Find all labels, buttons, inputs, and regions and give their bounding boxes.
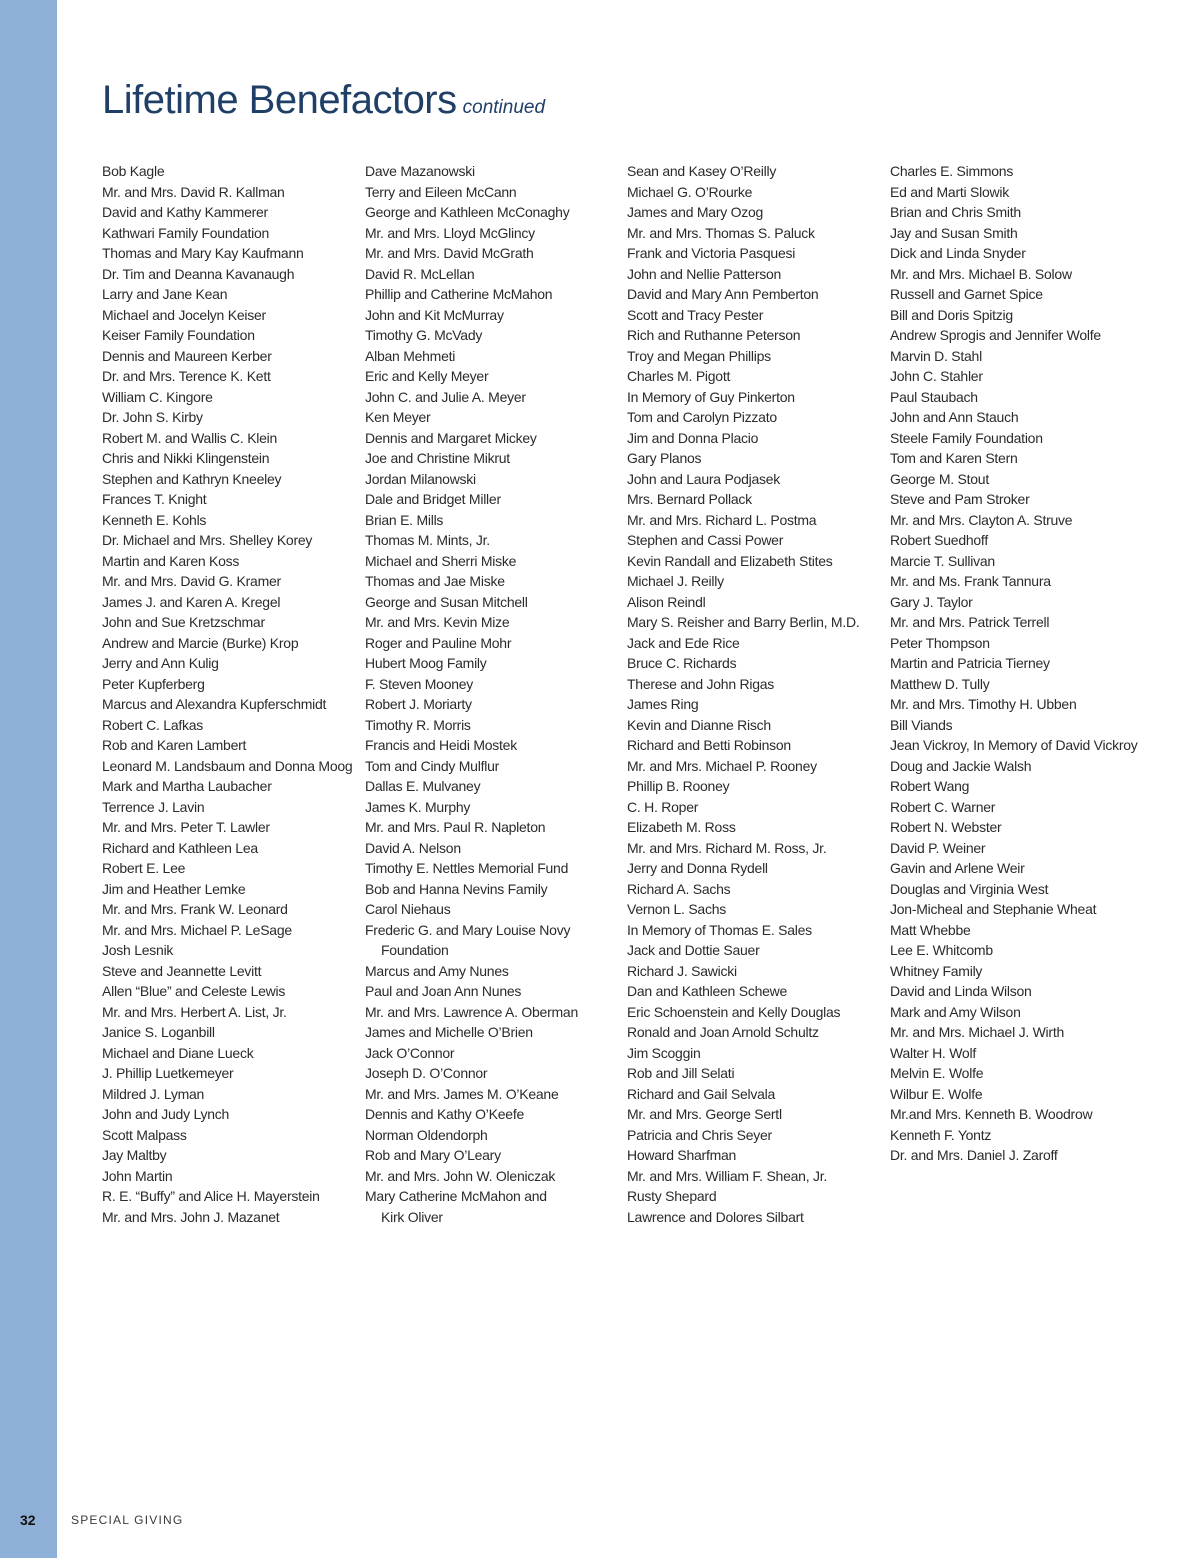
donor-name: Jean Vickroy, In Memory of David Vickroy [890, 737, 1138, 753]
donor-name: Michael and Sherri Miske [365, 552, 517, 569]
donor-name: Doug and Jackie Walsh [890, 757, 1032, 774]
donor-name: Rob and Karen Lambert [102, 737, 247, 753]
donor-name: Mr. and Mrs. Michael P. Rooney [627, 757, 817, 774]
donor-name: George M. Stout [890, 470, 989, 487]
donor-name: Marcus and Alexandra Kupferschmidt [102, 696, 327, 712]
donor-name: David and Mary Ann Pemberton [627, 286, 819, 302]
donor-name: Elizabeth M. Ross [627, 819, 736, 835]
donor-name: Jon-Micheal and Stephanie Wheat [890, 901, 1097, 917]
donor-name-line: Mary Catherine McMahon and [365, 1188, 547, 1204]
donor-name: Mr. and Mrs. Herbert A. List, Jr. [102, 1003, 287, 1020]
donor-name: Mr. and Mrs. George Sertl [627, 1106, 782, 1122]
donor-name: Mr. and Mrs. Kevin Mize [365, 614, 510, 630]
donor-name: Mary S. Reisher and Barry Berlin, M.D. [627, 614, 860, 630]
donor-name: Joseph D. O’Connor [365, 1065, 488, 1081]
donor-name: Jim and Donna Placio [627, 429, 759, 446]
donor-name: Eric Schoenstein and Kelly Douglas [627, 1003, 841, 1020]
donor-name: Therese and John Rigas [627, 675, 775, 692]
donor-name: Eric and Kelly Meyer [365, 368, 489, 384]
donor-name: Tom and Cindy Mulflur [365, 757, 500, 774]
donor-name: Kevin Randall and Elizabeth Stites [627, 552, 833, 569]
donor-name: Rusty Shepard [627, 1188, 717, 1204]
donor-name: Steele Family Foundation [890, 429, 1043, 446]
donor-name: Scott Malpass [102, 1126, 187, 1143]
donor-name: Bill and Doris Spitzig [890, 306, 1013, 323]
donor-name: Jack O’Connor [365, 1044, 455, 1061]
donor-name: Stephen and Kathryn Kneeley [102, 470, 282, 487]
donor-name: Marvin D. Stahl [890, 347, 982, 364]
donor-name: Mr. and Mrs. John J. Mazanet [102, 1208, 280, 1225]
donor-name: Robert C. Lafkas [102, 716, 204, 733]
donor-name: Mr. and Mrs. Lawrence A. Oberman [365, 1003, 578, 1020]
donor-name: Jerry and Ann Kulig [102, 655, 219, 671]
donor-name: Kenneth E. Kohls [102, 511, 207, 528]
donor-name: James K. Murphy [365, 798, 471, 815]
donor-name: Marcie T. Sullivan [890, 552, 995, 569]
donor-name: Ed and Marti Slowik [890, 183, 1009, 200]
donor-name: Mr. and Mrs. Timothy H. Ubben [890, 696, 1077, 712]
donor-name: Dennis and Maureen Kerber [102, 347, 272, 364]
donor-name-continuation: Kirk Oliver [381, 1208, 443, 1225]
donor-name: David and Kathy Kammerer [102, 204, 268, 220]
donor-name: Mr. and Mrs. William F. Shean, Jr. [627, 1167, 827, 1184]
donor-name-line: Frederic G. and Mary Louise Novy [365, 921, 571, 938]
donor-name: Robert J. Moriarty [365, 696, 472, 712]
donor-name: F. Steven Mooney [365, 675, 474, 692]
donor-name: Michael J. Reilly [627, 573, 724, 589]
donor-name: John and Laura Podjasek [627, 470, 781, 487]
page-title-suffix: continued [462, 97, 546, 118]
donor-name: Mr. and Mrs. Thomas S. Paluck [627, 224, 815, 241]
section-label: SPECIAL GIVING [71, 1513, 184, 1527]
donor-name: John C. and Julie A. Meyer [365, 388, 526, 405]
donor-name: Frank and Victoria Pasquesi [627, 245, 796, 261]
donor-name: Mr. and Mrs. Michael J. Wirth [890, 1024, 1065, 1040]
donor-name: Norman Oldendorph [365, 1126, 488, 1143]
donor-name: Wilbur E. Wolfe [890, 1085, 983, 1102]
page-number: 32 [20, 1512, 36, 1528]
donor-name: Peter Kupferberg [102, 675, 205, 692]
donor-name: Frances T. Knight [102, 491, 207, 507]
donor-name: George and Kathleen McConaghy [365, 204, 570, 220]
donor-name: David P. Weiner [890, 839, 986, 856]
donor-name: Richard and Gail Selvala [627, 1085, 776, 1102]
donor-name: Mark and Martha Laubacher [102, 778, 272, 794]
donor-name [365, 1186, 615, 1227]
donor-name: Robert Suedhoff [890, 532, 988, 548]
donor-name: Josh Lesnik [102, 942, 174, 958]
donor-name: Michael and Diane Lueck [102, 1044, 254, 1061]
donor-name: Lawrence and Dolores Silbart [627, 1208, 804, 1225]
donor-name: Robert E. Lee [102, 860, 186, 876]
page-title [102, 78, 545, 123]
donor-name: Jack and Ede Rice [627, 634, 740, 651]
donor-name: Gary Planos [627, 450, 702, 466]
donor-name: Thomas and Jae Miske [365, 573, 505, 589]
donor-name: Scott and Tracy Pester [627, 306, 764, 323]
donor-name: Mr. and Mrs. John W. Oleniczak [365, 1167, 556, 1184]
donor-name: Dr. and Mrs. Terence K. Kett [102, 368, 271, 384]
donor-name: Larry and Jane Kean [102, 286, 228, 302]
donor-name: Timothy R. Morris [365, 716, 471, 733]
donor-name: John and Judy Lynch [102, 1106, 230, 1122]
donor-name: Jordan Milanowski [365, 470, 476, 487]
page-title-text: Lifetime Benefactors [102, 78, 457, 122]
donor-name: Andrew and Marcie (Burke) Krop [102, 634, 299, 651]
donor-name: John and Sue Kretzschmar [102, 614, 265, 630]
donor-name: William C. Kingore [102, 388, 213, 405]
donor-name: Jack and Dottie Sauer [627, 942, 760, 958]
donor-name: Matt Whebbe [890, 921, 971, 938]
donor-name: Terry and Eileen McCann [365, 183, 517, 200]
donor-name: Dennis and Kathy O’Keefe [365, 1106, 524, 1122]
donor-name: John and Nellie Patterson [627, 265, 782, 282]
donor-name: Martin and Karen Koss [102, 552, 240, 569]
donor-name: Roger and Pauline Mohr [365, 634, 512, 651]
donor-name: Thomas and Mary Kay Kaufmann [102, 245, 304, 261]
donor-name: Bruce C. Richards [627, 655, 737, 671]
donor-name: Sean and Kasey O’Reilly [627, 163, 777, 179]
donor-name: John Martin [102, 1167, 173, 1184]
donor-name: Thomas M. Mints, Jr. [365, 532, 490, 548]
donor-name: Matthew D. Tully [890, 675, 990, 692]
donor-name: Mildred J. Lyman [102, 1085, 205, 1102]
donor-name: Mr. and Mrs. Patrick Terrell [890, 614, 1050, 630]
donor-name: Stephen and Cassi Power [627, 532, 784, 548]
donor-name: Mr. and Mrs. Clayton A. Struve [890, 511, 1073, 528]
donor-name: Dr. John S. Kirby [102, 409, 203, 425]
donor-name: Robert C. Warner [890, 798, 996, 815]
donor-name: Chris and Nikki Klingenstein [102, 450, 270, 466]
donor-column-3 [627, 161, 877, 1227]
donor-name: Robert N. Webster [890, 819, 1002, 835]
donor-name: Mrs. Bernard Pollack [627, 491, 752, 507]
donor-name: Dr. and Mrs. Daniel J. Zaroff [890, 1147, 1058, 1163]
donor-name: Patricia and Chris Seyer [627, 1126, 772, 1143]
donor-name: Terrence J. Lavin [102, 798, 205, 815]
donor-name: Mr. and Mrs. Richard M. Ross, Jr. [627, 839, 827, 856]
donor-name: Mr. and Mrs. David McGrath [365, 245, 534, 261]
donor-name: David and Linda Wilson [890, 983, 1032, 999]
donor-name: Hubert Moog Family [365, 655, 487, 671]
donor-name: Alban Mehmeti [365, 347, 456, 364]
donor-name: Douglas and Virginia West [890, 880, 1049, 897]
donor-name: Janice S. Loganbill [102, 1024, 215, 1040]
donor-name [365, 920, 615, 961]
donor-name: David A. Nelson [365, 839, 461, 856]
donor-name: Jim Scoggin [627, 1044, 701, 1061]
donor-name-continuation: Foundation [381, 942, 449, 958]
donor-name: Mr. and Mrs. Michael B. Solow [890, 265, 1072, 282]
donor-name: Mr. and Mrs. Richard L. Postma [627, 511, 817, 528]
donor-column-2 [365, 161, 615, 1227]
donor-name: Jerry and Donna Rydell [627, 860, 768, 876]
donor-name: Richard and Kathleen Lea [102, 839, 258, 856]
donor-name: Walter H. Wolf [890, 1044, 976, 1061]
donor-name: Jay and Susan Smith [890, 224, 1018, 241]
donor-name: Howard Sharfman [627, 1147, 737, 1163]
donor-name: Dr. Michael and Mrs. Shelley Korey [102, 532, 313, 548]
donor-name: James Ring [627, 696, 699, 712]
donor-name: Mr. and Ms. Frank Tannura [890, 573, 1051, 589]
donor-name: Robert M. and Wallis C. Klein [102, 429, 278, 446]
donor-name: Dick and Linda Snyder [890, 245, 1026, 261]
donor-name: Kevin and Dianne Risch [627, 716, 771, 733]
donor-name: Steve and Jeannette Levitt [102, 962, 262, 979]
donor-name: R. E. “Buffy” and Alice H. Mayerstein [102, 1188, 320, 1204]
donor-name: Whitney Family [890, 962, 983, 979]
donor-name: In Memory of Thomas E. Sales [627, 921, 812, 938]
donor-name: Timothy E. Nettles Memorial Fund [365, 860, 569, 876]
donor-name: Mr. and Mrs. David G. Kramer [102, 573, 281, 589]
donor-name: James J. and Karen A. Kregel [102, 593, 281, 610]
donor-name: John and Kit McMurray [365, 306, 504, 323]
side-color-band [0, 0, 57, 1558]
donor-name: John C. Stahler [890, 368, 983, 384]
donor-name: Vernon L. Sachs [627, 901, 726, 917]
donor-name: James and Michelle O’Brien [365, 1024, 533, 1040]
donor-name: Charles E. Simmons [890, 163, 1014, 179]
donor-name: Dallas E. Mulvaney [365, 778, 481, 794]
donor-name: Jay Maltby [102, 1147, 167, 1163]
donor-name: Kenneth F. Yontz [890, 1126, 992, 1143]
donor-name: Gavin and Arlene Weir [890, 860, 1025, 876]
donor-name: Ronald and Joan Arnold Schultz [627, 1024, 819, 1040]
donor-name: Francis and Heidi Mostek [365, 737, 517, 753]
donor-name: Leonard M. Landsbaum and Donna Moog [102, 757, 353, 774]
donor-name: Dan and Kathleen Schewe [627, 983, 788, 999]
donor-name: Russell and Garnet Spice [890, 286, 1043, 302]
donor-name: Keiser Family Foundation [102, 327, 255, 343]
donor-name: Charles M. Pigott [627, 368, 731, 384]
donor-name: Alison Reindl [627, 593, 706, 610]
donor-name: Mr. and Mrs. Lloyd McGlincy [365, 224, 535, 241]
donor-name: Lee E. Whitcomb [890, 942, 993, 958]
donor-name: Mr.and Mrs. Kenneth B. Woodrow [890, 1106, 1093, 1122]
donor-name: Michael and Jocelyn Keiser [102, 306, 266, 323]
donor-name: Michael G. O’Rourke [627, 183, 753, 200]
donor-name: Mr. and Mrs. Paul R. Napleton [365, 819, 546, 835]
donor-name: Troy and Megan Phillips [627, 347, 771, 364]
donor-name: Peter Thompson [890, 634, 990, 651]
donor-name: Paul Staubach [890, 388, 978, 405]
donor-name: John and Ann Stauch [890, 409, 1019, 425]
donor-name: Allen “Blue” and Celeste Lewis [102, 983, 286, 999]
donor-name: Gary J. Taylor [890, 593, 973, 610]
donor-name: C. H. Roper [627, 798, 699, 815]
donor-name: Steve and Pam Stroker [890, 491, 1030, 507]
donor-name: Ken Meyer [365, 409, 431, 425]
donor-name: Phillip B. Rooney [627, 778, 730, 794]
donor-name: Rob and Jill Selati [627, 1065, 735, 1081]
donor-name: Richard A. Sachs [627, 880, 731, 897]
donor-name: Dr. Tim and Deanna Kavanaugh [102, 265, 295, 282]
donor-name: Bill Viands [890, 716, 953, 733]
donor-name: James and Mary Ozog [627, 204, 764, 220]
donor-name: Martin and Patricia Tierney [890, 655, 1050, 671]
donor-name: J. Phillip Luetkemeyer [102, 1065, 234, 1081]
donor-name: Dennis and Margaret Mickey [365, 429, 537, 446]
donor-name: Jim and Heather Lemke [102, 880, 246, 897]
donor-name: Robert Wang [890, 778, 970, 794]
donor-name: Rob and Mary O’Leary [365, 1147, 501, 1163]
donor-name: In Memory of Guy Pinkerton [627, 388, 795, 405]
donor-name: Richard and Betti Robinson [627, 737, 791, 753]
donor-name: Mr. and Mrs. Michael P. LeSage [102, 921, 292, 938]
donor-name: Carol Niehaus [365, 901, 451, 917]
donor-name: Rich and Ruthanne Peterson [627, 327, 801, 343]
donor-name: David R. McLellan [365, 265, 475, 282]
donor-name: Tom and Carolyn Pizzato [627, 409, 777, 425]
donor-name: Brian and Chris Smith [890, 204, 1021, 220]
donor-name: George and Susan Mitchell [365, 593, 528, 610]
donor-name: Mark and Amy Wilson [890, 1003, 1021, 1020]
donor-name: Richard J. Sawicki [627, 962, 737, 979]
donor-name: Mr. and Mrs. David R. Kallman [102, 183, 285, 200]
donor-name: Bob Kagle [102, 163, 165, 179]
donor-name: Tom and Karen Stern [890, 450, 1018, 466]
donor-name: Marcus and Amy Nunes [365, 962, 509, 979]
donor-name: Dave Mazanowski [365, 163, 475, 179]
donor-name: Brian E. Mills [365, 511, 444, 528]
donor-name: Joe and Christine Mikrut [365, 450, 510, 466]
donor-column-4 [890, 161, 1190, 1166]
donor-name: Paul and Joan Ann Nunes [365, 983, 522, 999]
donor-name: Mr. and Mrs. Peter T. Lawler [102, 819, 270, 835]
donor-name: Melvin E. Wolfe [890, 1065, 984, 1081]
donor-name: Bob and Hanna Nevins Family [365, 880, 548, 897]
donor-name: Mr. and Mrs. James M. O’Keane [365, 1085, 559, 1102]
donor-name: Mr. and Mrs. Frank W. Leonard [102, 901, 288, 917]
donor-name: Timothy G. McVady [365, 327, 483, 343]
donor-name: Dale and Bridget Miller [365, 491, 501, 507]
donor-name: Phillip and Catherine McMahon [365, 286, 553, 302]
donor-column-1 [102, 161, 352, 1227]
donor-name: Kathwari Family Foundation [102, 224, 270, 241]
donor-name: Andrew Sprogis and Jennifer Wolfe [890, 327, 1101, 343]
